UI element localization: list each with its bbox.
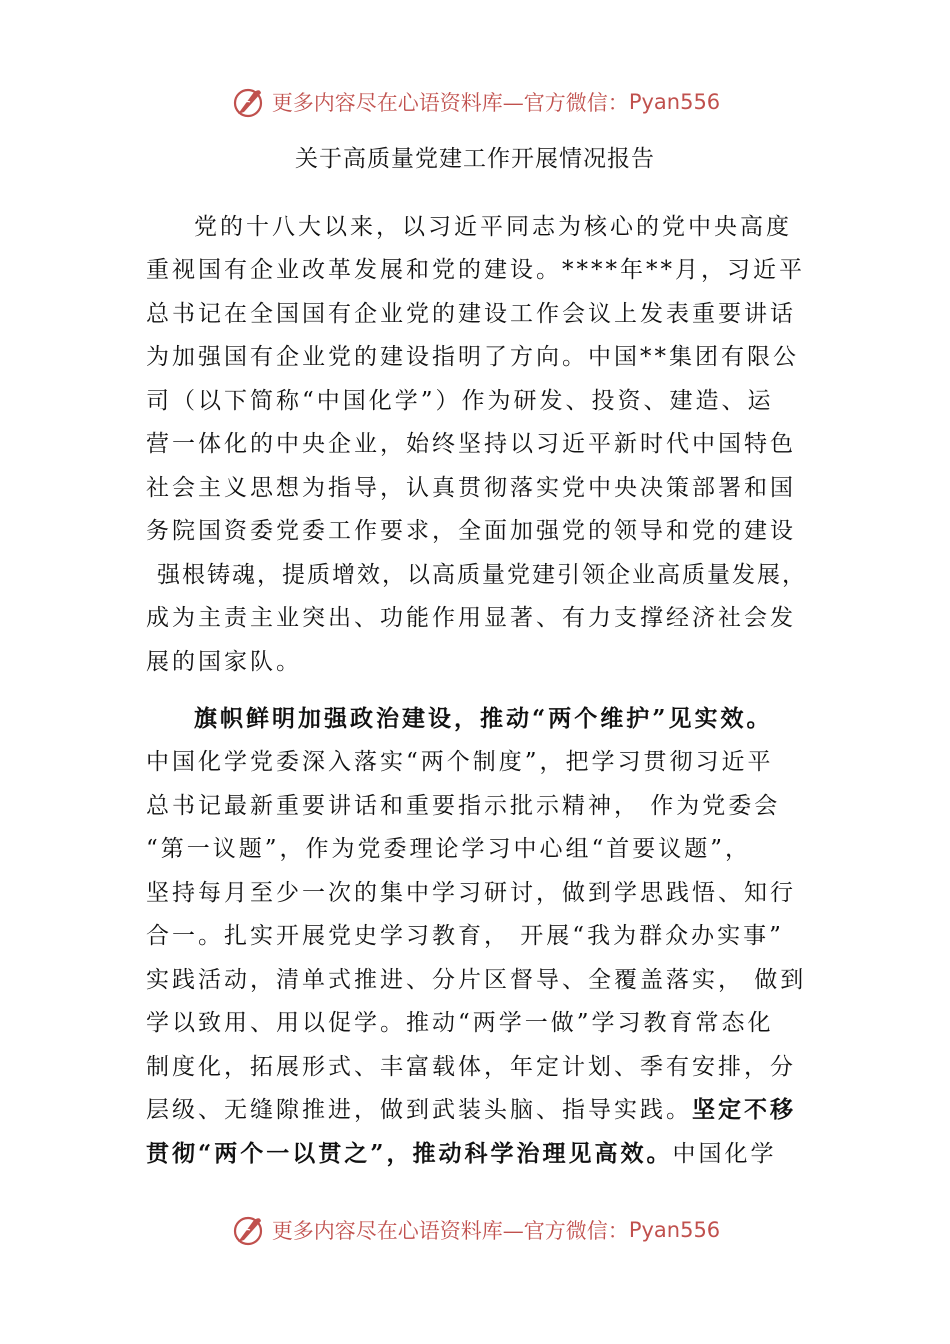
text-span: 层级、无缝隙推进，做到武装头脑、指导实践。 [146,1097,692,1123]
text-line [146,834,808,864]
text-span: 社会主义思想为指导，认真贯彻落实党中央决策部署和国 [146,475,796,501]
text-line [146,1139,808,1169]
banner-text: 更多内容尽在心语资料库—官方微信： [271,1219,629,1243]
text-span: 学以致用、用以促学。推动“两学一做”学习教育常态化 [146,1010,774,1036]
text-span: 成为主责主业突出、功能作用显著、有力支撑经济社会发 [146,605,796,631]
text-span: 坚持每月至少一次的集中学习研讨，做到学思践悟、知行 [146,880,796,906]
text-line [194,704,808,734]
text-line [146,1052,808,1082]
text-line [146,516,808,546]
text-line [146,386,808,416]
text-line [146,429,808,459]
text-line [146,747,808,777]
text-line [146,1095,808,1125]
text-span: 为加强国有企业党的建设指明了方向。中国**集团有限公 [146,344,799,370]
text-line [146,647,808,677]
text-span: 强根铸魂，提质增效，以高质量党建引领企业高质量发展， [157,562,807,588]
text-line [146,255,808,285]
text-span: 营一体化的中央企业，始终坚持以习近平新时代中国特色 [146,431,796,457]
text-span: 制度化，拓展形式、丰富载体，年定计划、季有安排，分 [146,1054,796,1080]
text-line [157,560,808,590]
bold-text: 坚定不移 [692,1096,796,1123]
text-span: 务院国资委党委工作要求，全面加强党的领导和党的建设 [146,518,796,544]
text-span: 合一。扎实开展党史学习教育， 开展“我为群众办实事” [146,923,784,949]
text-span: “第一议题”，作为党委理论学习中心组“首要议题”， [146,836,752,862]
text-line [146,342,808,372]
text-span: 中国化学 [672,1141,777,1167]
text-line [146,603,808,633]
quill-logo-icon [230,84,266,120]
banner-wechat-id: Pyan556 [628,1218,721,1242]
text-line [146,791,808,821]
text-span: 实践活动，清单式推进、分片区督导、全覆盖落实， 做到 [146,967,807,993]
document-title: 关于高质量党建工作开展情况报告 [295,146,655,172]
text-span: 党的十八大以来，以习近平同志为核心的党中央高度 [194,214,792,240]
text-line [146,473,808,503]
bold-text: 贯彻“两个一以贯之”，推动科学治理见高效。 [146,1140,673,1167]
text-line [146,921,808,951]
text-line [146,965,808,995]
text-span: 重视国有企业改革发展和党的建设。****年**月，习近平 [146,257,805,283]
text-span: 总书记在全国国有企业党的建设工作会议上发表重要讲话 [146,301,796,327]
bold-text: 旗帜鲜明加强政治建设，推动“两个维护”见实效。 [194,705,773,732]
text-span: 展的国家队。 [146,649,302,675]
text-span: 司（以下简称“中国化学”）作为研发、投资、建造、运 [146,388,774,414]
text-line [146,1008,808,1038]
text-span: 中国化学党委深入落实“两个制度”，把学习贯彻习近平 [146,749,774,775]
quill-logo-icon [230,1212,266,1248]
banner-wechat-id: Pyan556 [628,90,721,114]
text-line [146,299,808,329]
text-line [194,212,808,242]
footer-banner [0,1210,950,1250]
text-span: 总书记最新重要讲话和重要指示批示精神， 作为党委会 [146,793,781,819]
header-banner [0,82,950,122]
text-line [146,878,808,908]
banner-text: 更多内容尽在心语资料库—官方微信： [271,91,629,115]
